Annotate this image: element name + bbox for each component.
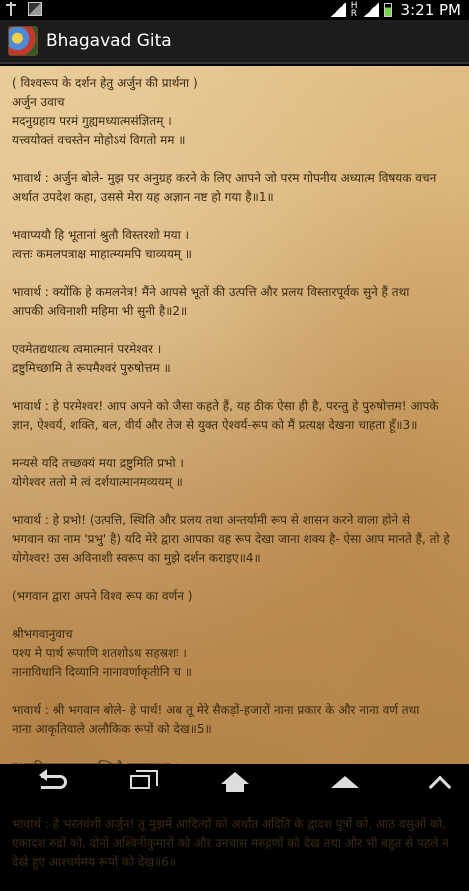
text-line: अर्थात उपदेश कहा, उससे मेरा यह अज्ञान नष्ट हो गया है॥1॥ xyxy=(12,190,274,204)
text-paragraph xyxy=(12,587,462,606)
wifi-signal-icon xyxy=(330,3,346,17)
text-paragraph xyxy=(12,511,462,568)
text-line: योगेश्वर ततो मे त्वं दर्शयात्मानमव्ययम्‌ ॥ xyxy=(12,475,183,489)
text-line: देखे हुए आश्चर्यमय रूपों को देख॥6॥ xyxy=(12,855,177,869)
network-letter-h: H xyxy=(350,1,358,11)
text-line: भावार्थ : अर्जुन बोले- मुझ पर अनुग्रह करने के लिए आपने जो परम गोपनीय अध्यात्म विषयक वचन xyxy=(12,171,437,185)
chapter-content[interactable] xyxy=(0,66,469,869)
status-bar xyxy=(0,0,469,20)
text-line: ( विश्वरूप के दर्शन हेतु अर्जुन की प्रार्थना ) xyxy=(12,76,198,90)
text-line: भवाप्ययौ हि भूतानां श्रुतौ विस्तरशो मया । xyxy=(12,228,190,242)
back-button[interactable] xyxy=(34,770,74,794)
text-line: श्रीभगवानुवाच xyxy=(12,627,73,641)
cell-signal-icon xyxy=(363,3,379,17)
text-line: भावार्थ : श्री भगवान बोले- हे पार्थ! अब तू मेरे सैकड़ों-हजारों नाना प्रकार के और नाना वर्ण तथा xyxy=(12,703,420,717)
menu-icon xyxy=(331,776,359,788)
text-paragraph xyxy=(12,74,462,150)
text-paragraph xyxy=(12,625,462,682)
home-icon xyxy=(221,772,249,784)
battery-icon xyxy=(384,3,392,17)
network-letter-r: R xyxy=(350,9,358,19)
text-line: यत्त्वयोक्तं वचस्तेन मोहोऽयं विगतो मम ॥ xyxy=(12,133,186,147)
text-paragraph xyxy=(12,454,462,492)
text-paragraph xyxy=(12,815,462,872)
text-paragraph xyxy=(12,169,462,207)
text-line: नाना आकृतिवाले अलौकिक रूपों को देख॥5॥ xyxy=(12,722,212,736)
text-paragraph xyxy=(12,397,462,435)
text-line: भावार्थ : हे परमेश्वर! आप अपने को जैसा कहते हैं, यह ठीक ऐसा ही है, परन्तु हे पुरुषोत्तम! आपके xyxy=(12,399,439,413)
scroll-up-button[interactable] xyxy=(420,770,460,794)
image-notification-icon xyxy=(28,2,42,16)
text-line: ज्ञान, ऐश्वर्य, शक्ति, बल, वीर्य और तेज से युक्त ऐश्वर्य-रूप को मैं प्रत्यक्ष देखना चाहता हूँ॥3॥ xyxy=(12,418,418,432)
text-line: भावार्थ : क्योंकि हे कमलनेत्र! मैंने आपसे भूतों की उत्पत्ति और प्रलय विस्तारपूर्वक सुने हैं तथा xyxy=(12,285,410,299)
text-paragraph xyxy=(12,340,462,378)
text-line: अर्जुन उवाच xyxy=(12,95,65,109)
menu-button[interactable] xyxy=(325,770,365,794)
navigation-bar xyxy=(0,764,469,800)
notification-icons xyxy=(6,2,42,16)
action-bar xyxy=(0,20,469,64)
text-line: (भगवान द्वारा अपने विश्व रूप का वर्णन ) xyxy=(12,589,193,603)
text-line: द्रष्टुमिच्छामि ते रूपमैश्वरं पुरुषोत्तम ॥ xyxy=(12,361,171,375)
text-paragraph xyxy=(12,283,462,321)
app-title: Bhagavad Gita xyxy=(46,31,172,51)
text-line: त्वत्तः कमलपत्राक्ष माहात्म्यमपि चाव्ययम्‌ ॥ xyxy=(12,247,192,261)
usb-icon xyxy=(10,2,20,16)
clock: 3:21 PM xyxy=(400,1,461,19)
text-line: पश्य मे पार्थ रूपाणि शतशोऽथ सहस्रशः । xyxy=(12,646,187,660)
back-icon xyxy=(41,775,67,789)
text-line: एकादश रुद्रों को, दोनों अश्विनीकुमारों को और उनचास मरुद्गणों को देख तथा और भी बहुत से पहले न xyxy=(12,836,449,850)
text-line: योगेश्वर! उस अविनाशी स्वरूप का मुझे दर्शन कराइए॥4॥ xyxy=(12,551,261,565)
text-line: भगवान का नाम 'प्रभु' है) यदि मेरे द्वारा आपका वह रूप देखा जाना शक्य है- ऐसा आप मानते हैं, तो हे xyxy=(12,532,450,546)
text-paragraph xyxy=(12,701,462,739)
recent-apps-button[interactable] xyxy=(120,770,160,794)
text-line: भावार्थ : हे प्रभो! (उत्पत्ति, स्थिति और प्रलय तथा अन्तर्यामी रूप से शासन करने वाला होने से xyxy=(12,513,411,527)
chevron-up-icon xyxy=(429,776,452,799)
text-line: मदनुग्रहाय परमं गुह्यमध्यात्मसंज्ञितम्‌ । xyxy=(12,114,172,128)
app-logo-icon[interactable] xyxy=(8,26,38,56)
network-type xyxy=(351,2,358,18)
recent-apps-icon xyxy=(130,775,150,789)
text-line: नानाविधानि दिव्यानि नानावर्णाकृतीनि च ॥ xyxy=(12,665,192,679)
text-paragraph xyxy=(12,226,462,264)
system-icons xyxy=(330,1,461,19)
text-line: आपकी अविनाशी महिमा भी सुनी है॥2॥ xyxy=(12,304,188,318)
text-line: एवमेतद्यथात्थ त्वमात्मानं परमेश्वर । xyxy=(12,342,162,356)
text-line: मन्यसे यदि तच्छक्यं मया द्रष्टुमिति प्रभो । xyxy=(12,456,184,470)
text-line: भावार्थ : हे भरतवंशी अर्जुन! तू मुझमें आदित्यों को अर्थात अदिति के द्वादश पुत्रों को, आठ वसुओं को, xyxy=(12,817,447,831)
home-button[interactable] xyxy=(215,770,255,794)
